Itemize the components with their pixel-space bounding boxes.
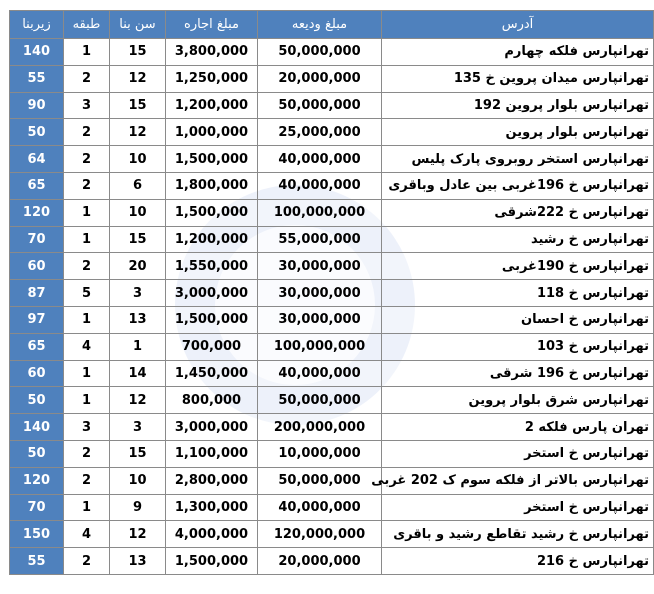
header-rent: مبلغ اجاره [166, 11, 258, 39]
cell-age: 15 [110, 226, 166, 253]
cell-age: 3 [110, 280, 166, 307]
cell-age: 12 [110, 65, 166, 92]
cell-address: تهرانپارس خ 196غربی بین عادل وباقری [382, 172, 654, 199]
cell-rent: 1,450,000 [166, 360, 258, 387]
cell-age: 20 [110, 253, 166, 280]
cell-age: 6 [110, 172, 166, 199]
cell-address: تهرانپارس شرق بلوار پروین [382, 387, 654, 414]
table-row [10, 39, 654, 66]
table-row [10, 253, 654, 280]
table-row [10, 65, 654, 92]
cell-age: 10 [110, 467, 166, 494]
table-row [10, 306, 654, 333]
cell-address: تهرانپارس خ رشید [382, 226, 654, 253]
table-row [10, 119, 654, 146]
cell-address: تهرانپارس خ 216 [382, 548, 654, 575]
cell-rent: 1,250,000 [166, 65, 258, 92]
cell-deposit: 40,000,000 [258, 172, 382, 199]
cell-area: 65 [10, 172, 64, 199]
cell-deposit: 30,000,000 [258, 253, 382, 280]
cell-area: 120 [10, 199, 64, 226]
header-age: سن بنا [110, 11, 166, 39]
cell-deposit: 50,000,000 [258, 467, 382, 494]
table-row [10, 440, 654, 467]
cell-deposit: 40,000,000 [258, 360, 382, 387]
rental-listings-table [9, 10, 654, 575]
table-row [10, 92, 654, 119]
cell-deposit: 200,000,000 [258, 414, 382, 441]
table-row [10, 521, 654, 548]
cell-floor: 1 [64, 39, 110, 66]
cell-age: 3 [110, 414, 166, 441]
cell-rent: 2,800,000 [166, 467, 258, 494]
cell-deposit: 50,000,000 [258, 92, 382, 119]
cell-area: 50 [10, 440, 64, 467]
header-floor: طبقه [64, 11, 110, 39]
cell-deposit: 10,000,000 [258, 440, 382, 467]
cell-floor: 4 [64, 521, 110, 548]
cell-address: تهرانپارس فلکه چهارم [382, 39, 654, 66]
cell-rent: 1,500,000 [166, 146, 258, 173]
cell-area: 60 [10, 253, 64, 280]
cell-rent: 800,000 [166, 387, 258, 414]
cell-deposit: 50,000,000 [258, 387, 382, 414]
cell-floor: 3 [64, 414, 110, 441]
cell-floor: 3 [64, 92, 110, 119]
cell-deposit: 40,000,000 [258, 146, 382, 173]
table-row [10, 414, 654, 441]
cell-rent: 3,800,000 [166, 39, 258, 66]
cell-age: 1 [110, 333, 166, 360]
cell-floor: 1 [64, 387, 110, 414]
table-row [10, 226, 654, 253]
table-row [10, 467, 654, 494]
cell-area: 120 [10, 467, 64, 494]
cell-rent: 1,500,000 [166, 548, 258, 575]
cell-area: 64 [10, 146, 64, 173]
cell-address: تهرانپارس خ 196 شرقی [382, 360, 654, 387]
cell-address: تهران پارس فلکه 2 [382, 414, 654, 441]
cell-area: 50 [10, 119, 64, 146]
cell-floor: 2 [64, 172, 110, 199]
table-row [10, 494, 654, 521]
cell-floor: 4 [64, 333, 110, 360]
cell-rent: 1,200,000 [166, 92, 258, 119]
cell-rent: 1,800,000 [166, 172, 258, 199]
table-row [10, 172, 654, 199]
cell-rent: 1,200,000 [166, 226, 258, 253]
cell-rent: 1,300,000 [166, 494, 258, 521]
cell-address: تهرانپارس خ 103 [382, 333, 654, 360]
cell-area: 97 [10, 306, 64, 333]
cell-rent: 1,500,000 [166, 306, 258, 333]
table-row [10, 360, 654, 387]
cell-address: تهرانپارس خ استخر [382, 440, 654, 467]
cell-rent: 4,000,000 [166, 521, 258, 548]
cell-floor: 2 [64, 253, 110, 280]
cell-address: تهرانپارس خ استخر [382, 494, 654, 521]
cell-address: تهرانپارس خ رشید تقاطع رشید و باقری [382, 521, 654, 548]
cell-age: 12 [110, 119, 166, 146]
header-area: زیربنا [10, 11, 64, 39]
table-row [10, 548, 654, 575]
cell-floor: 2 [64, 440, 110, 467]
cell-area: 65 [10, 333, 64, 360]
cell-deposit: 25,000,000 [258, 119, 382, 146]
cell-address: تهرانپارس استخر روبروی پارک پلیس [382, 146, 654, 173]
cell-rent: 3,000,000 [166, 414, 258, 441]
cell-area: 55 [10, 65, 64, 92]
cell-floor: 1 [64, 306, 110, 333]
cell-age: 14 [110, 360, 166, 387]
cell-floor: 1 [64, 226, 110, 253]
table-row [10, 280, 654, 307]
cell-area: 70 [10, 226, 64, 253]
cell-deposit: 20,000,000 [258, 548, 382, 575]
cell-address: تهرانپارس خ احسان [382, 306, 654, 333]
cell-floor: 2 [64, 65, 110, 92]
cell-rent: 3,000,000 [166, 280, 258, 307]
cell-deposit: 100,000,000 [258, 333, 382, 360]
cell-age: 10 [110, 146, 166, 173]
cell-rent: 1,100,000 [166, 440, 258, 467]
cell-age: 13 [110, 306, 166, 333]
cell-address: تهرانپارس خ 118 [382, 280, 654, 307]
cell-area: 140 [10, 39, 64, 66]
table-row [10, 387, 654, 414]
cell-floor: 2 [64, 467, 110, 494]
cell-floor: 1 [64, 360, 110, 387]
cell-deposit: 50,000,000 [258, 39, 382, 66]
cell-rent: 1,000,000 [166, 119, 258, 146]
cell-address: تهرانپارس خ 222شرقی [382, 199, 654, 226]
cell-age: 15 [110, 440, 166, 467]
cell-area: 90 [10, 92, 64, 119]
cell-floor: 2 [64, 119, 110, 146]
cell-deposit: 55,000,000 [258, 226, 382, 253]
table-row [10, 199, 654, 226]
cell-floor: 5 [64, 280, 110, 307]
cell-age: 15 [110, 39, 166, 66]
cell-area: 150 [10, 521, 64, 548]
cell-deposit: 120,000,000 [258, 521, 382, 548]
cell-age: 15 [110, 92, 166, 119]
cell-age: 12 [110, 521, 166, 548]
cell-deposit: 20,000,000 [258, 65, 382, 92]
cell-rent: 1,550,000 [166, 253, 258, 280]
cell-address: تهرانپارس بالاتر از فلکه سوم ک 202 غربی [382, 467, 654, 494]
table-row [10, 146, 654, 173]
cell-floor: 2 [64, 146, 110, 173]
cell-age: 12 [110, 387, 166, 414]
cell-floor: 2 [64, 548, 110, 575]
cell-area: 70 [10, 494, 64, 521]
cell-deposit: 30,000,000 [258, 306, 382, 333]
header-address: آدرس [382, 11, 654, 39]
cell-age: 10 [110, 199, 166, 226]
cell-rent: 700,000 [166, 333, 258, 360]
cell-area: 87 [10, 280, 64, 307]
table-row [10, 333, 654, 360]
header-deposit: مبلغ ودیعه [258, 11, 382, 39]
cell-area: 140 [10, 414, 64, 441]
header-row [10, 11, 654, 39]
cell-address: تهرانپارس خ 190غربی [382, 253, 654, 280]
cell-address: تهرانپارس میدان پروین خ 135 [382, 65, 654, 92]
cell-area: 55 [10, 548, 64, 575]
cell-address: تهرانپارس بلوار پروین 192 [382, 92, 654, 119]
cell-age: 13 [110, 548, 166, 575]
cell-deposit: 100,000,000 [258, 199, 382, 226]
cell-floor: 1 [64, 199, 110, 226]
cell-rent: 1,500,000 [166, 199, 258, 226]
cell-area: 50 [10, 387, 64, 414]
cell-deposit: 30,000,000 [258, 280, 382, 307]
cell-area: 60 [10, 360, 64, 387]
cell-floor: 1 [64, 494, 110, 521]
cell-address: تهرانپارس بلوار پروین [382, 119, 654, 146]
cell-deposit: 40,000,000 [258, 494, 382, 521]
cell-age: 9 [110, 494, 166, 521]
